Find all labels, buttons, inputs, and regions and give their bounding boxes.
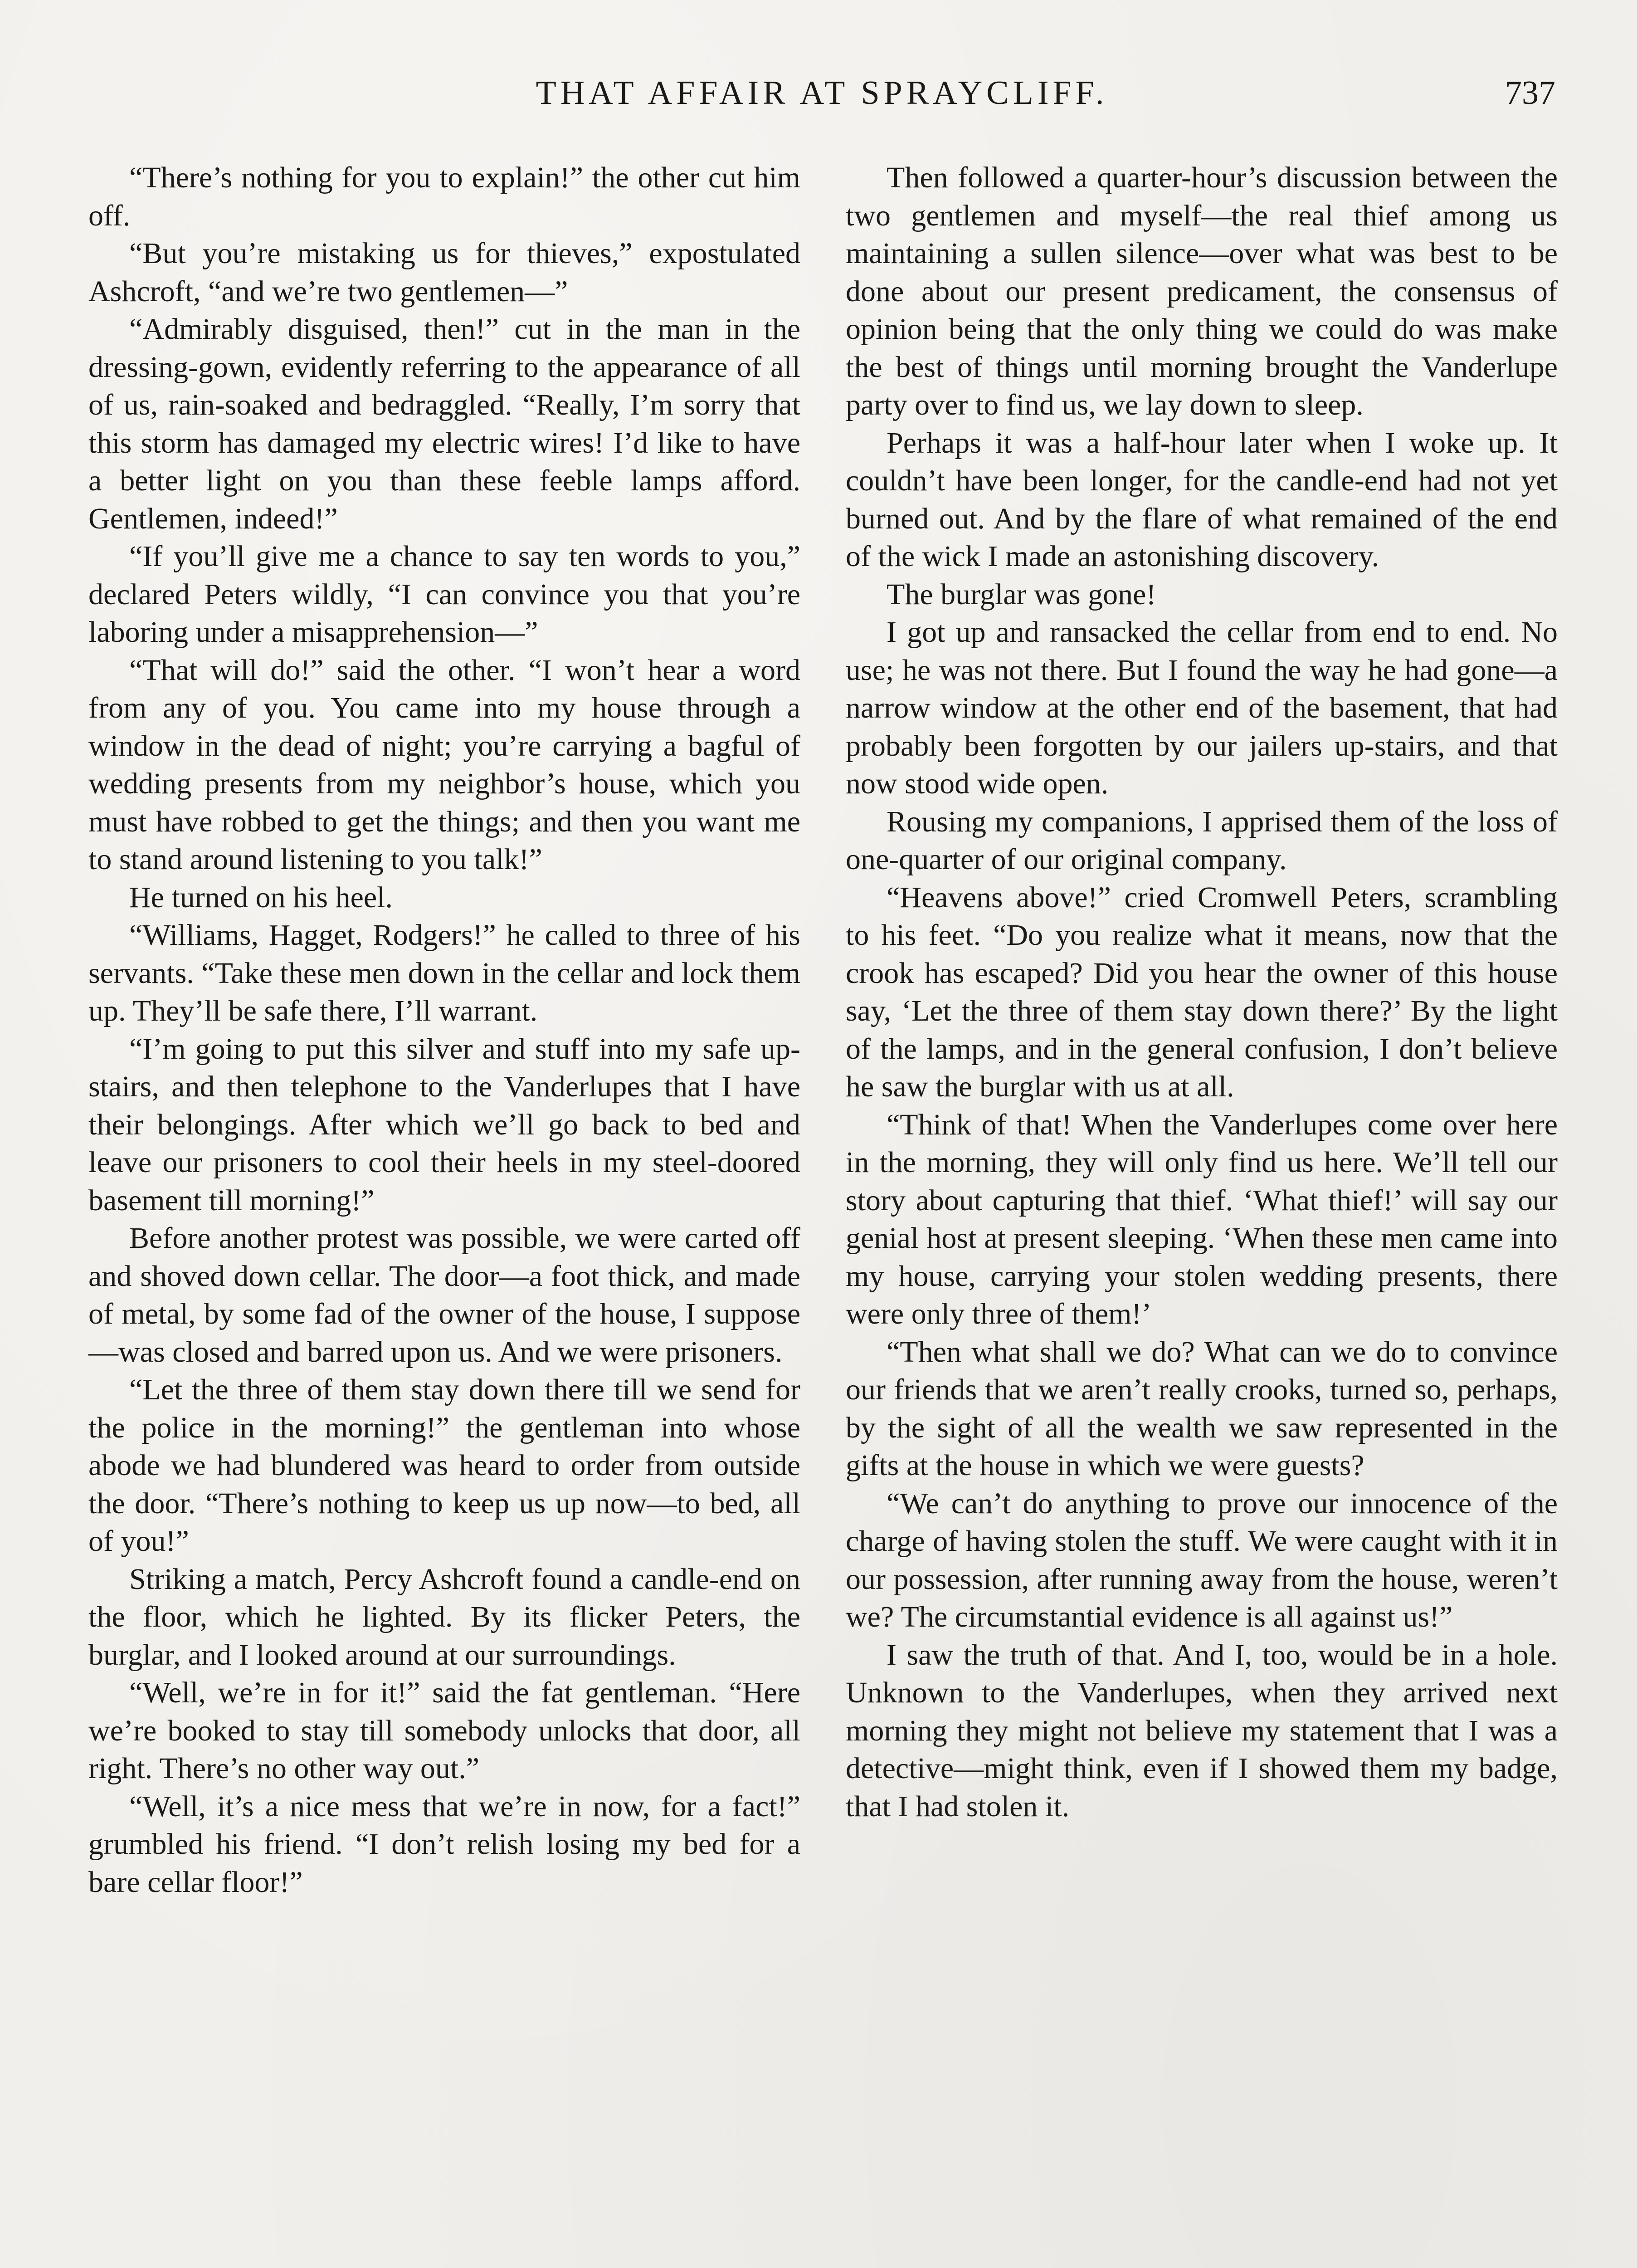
paragraph: “I’m going to put this silver and stuff into my safe up-stairs, and then telephone to the Vanderlupes that I have their belongings. After which we’ll go back to bed and leave our prisoners to cool their heels in my steel-doored basement till morning!”: [88, 1032, 800, 1217]
paragraph: “Well, it’s a nice mess that we’re in now, for a fact!” grumbled his friend. “I don’t relish losing my bed for a bare cellar floor!”: [88, 1789, 800, 1899]
paragraph: Rousing my companions, I apprised them of the loss of one-quarter of our original company.: [846, 805, 1558, 876]
right-column: [846, 159, 1558, 1825]
paragraph: “We can’t do anything to prove our innocence of the charge of having stolen the stuff. We were caught with it in our possession, after running away from the house, weren’t we? The circumstantial evidence is all against us!”: [846, 1486, 1558, 1633]
paragraph: “That will do!” said the other. “I won’t hear a word from any of you. You came into my house through a window in the dead of night; you’re carrying a bagful of wedding presents from my neighbor’s house, which you must have robbed to get the things; and then you want me to stand around listening to you talk!”: [88, 653, 800, 876]
paragraph: “Heavens above!” cried Cromwell Peters, scrambling to his feet. “Do you realize what it means, now that the crook has escaped? Did you hear the owner of this house say, ‘Let the three of them stay down there?’ By the light of the lamps, and in the general confusion, I don’t believe he saw the burglar with us at all.: [846, 880, 1558, 1103]
paragraph: The burglar was gone!: [887, 577, 1156, 611]
paragraph: “Williams, Hagget, Rodgers!” he called to three of his servants. “Take these men down in the cellar and lock them up. They’ll be safe there, I’ll warrant.: [88, 919, 800, 1027]
paragraph: “But you’re mistaking us for thieves,” expostulated Ashcroft, “and we’re two gentlemen—”: [88, 237, 800, 308]
paragraph: “Think of that! When the Vanderlupes come over here in the morning, they will only find us here. We’ll tell our story about capturing that thief. ‘What thief!’ will say our genial host at present sleeping. ‘When these men came into my house, carrying your stolen wedding presents, there were only three of them!’: [846, 1108, 1558, 1330]
paragraph: “Admirably disguised, then!” cut in the man in the dressing-gown, evidently referring to the appearance of all of us, rain-soaked and bedraggled. “Really, I’m sorry that this storm has damaged my electric wires! I’d like to have a better light on you than these feeble lamps afford. Gentlemen, indeed!”: [88, 313, 800, 535]
paragraph: He turned on his heel.: [129, 880, 393, 914]
paragraph: Then followed a quarter-hour’s discussion between the two gentlemen and myself—the real thief among us maintaining a sullen silence—over what was best to be done about our present predicament, the consensus of opinion being that the only thing we could do was make the best of things until morning brought the Vanderlupe party over to find us, we lay down to sleep.: [846, 161, 1558, 421]
paragraph: “Then what shall we do? What can we do to convince our friends that we aren’t really crooks, turned so, perhaps, by the sight of all the wealth we saw represented in the gifts at the house in which we were guests?: [846, 1335, 1558, 1482]
paragraph: Perhaps it was a half-hour later when I woke up. It couldn’t have been longer, for the candle-end had not yet burned out. And by the flare of what remained of the end of the wick I made an astonishing discovery.: [846, 426, 1558, 573]
paragraph: Before another protest was possible, we were carted off and shoved down cellar. The door—a foot thick, and made of metal, by some fad of the owner of the house, I suppose—was closed and barred upon us. And we were prisoners.: [88, 1222, 800, 1369]
paragraph: I got up and ransacked the cellar from end to end. No use; he was not there. But I found the way he had gone—a narrow window at the other end of the basement, that had probably been forgotten by our jailers up-stairs, and that now stood wide open.: [846, 616, 1558, 800]
paragraph: “If you’ll give me a chance to say ten words to you,” declared Peters wildly, “I can convince you that you’re laboring under a misapprehension—”: [88, 540, 800, 649]
running-title: THAT AFFAIR AT SPRAYCLIFF.: [536, 74, 1108, 112]
paragraph: Striking a match, Percy Ashcroft found a candle-end on the floor, which he lighted. By its flicker Peters, the burglar, and I looked around at our surroundings.: [88, 1562, 800, 1672]
paragraph: “Well, we’re in for it!” said the fat gentleman. “Here we’re booked to stay till somebody unlocks that door, all right. There’s no other way out.”: [88, 1676, 800, 1785]
page-number: 737: [1505, 74, 1555, 112]
running-head: [88, 68, 1555, 118]
paragraph: “Let the three of them stay down there till we send for the police in the morning!” the gentleman into whose abode we had blundered was heard to order from outside the door. “There’s nothing to keep us up now—to bed, all of you!”: [88, 1373, 800, 1558]
left-column: [88, 159, 800, 1901]
paragraph: “There’s nothing for you to explain!” the other cut him off.: [88, 161, 800, 232]
paragraph: I saw the truth of that. And I, too, would be in a hole. Unknown to the Vanderlupes, when they arrived next morning they might not believe my statement that I was a detective—might think, even if I showed them my badge, that I had stolen it.: [846, 1638, 1558, 1823]
